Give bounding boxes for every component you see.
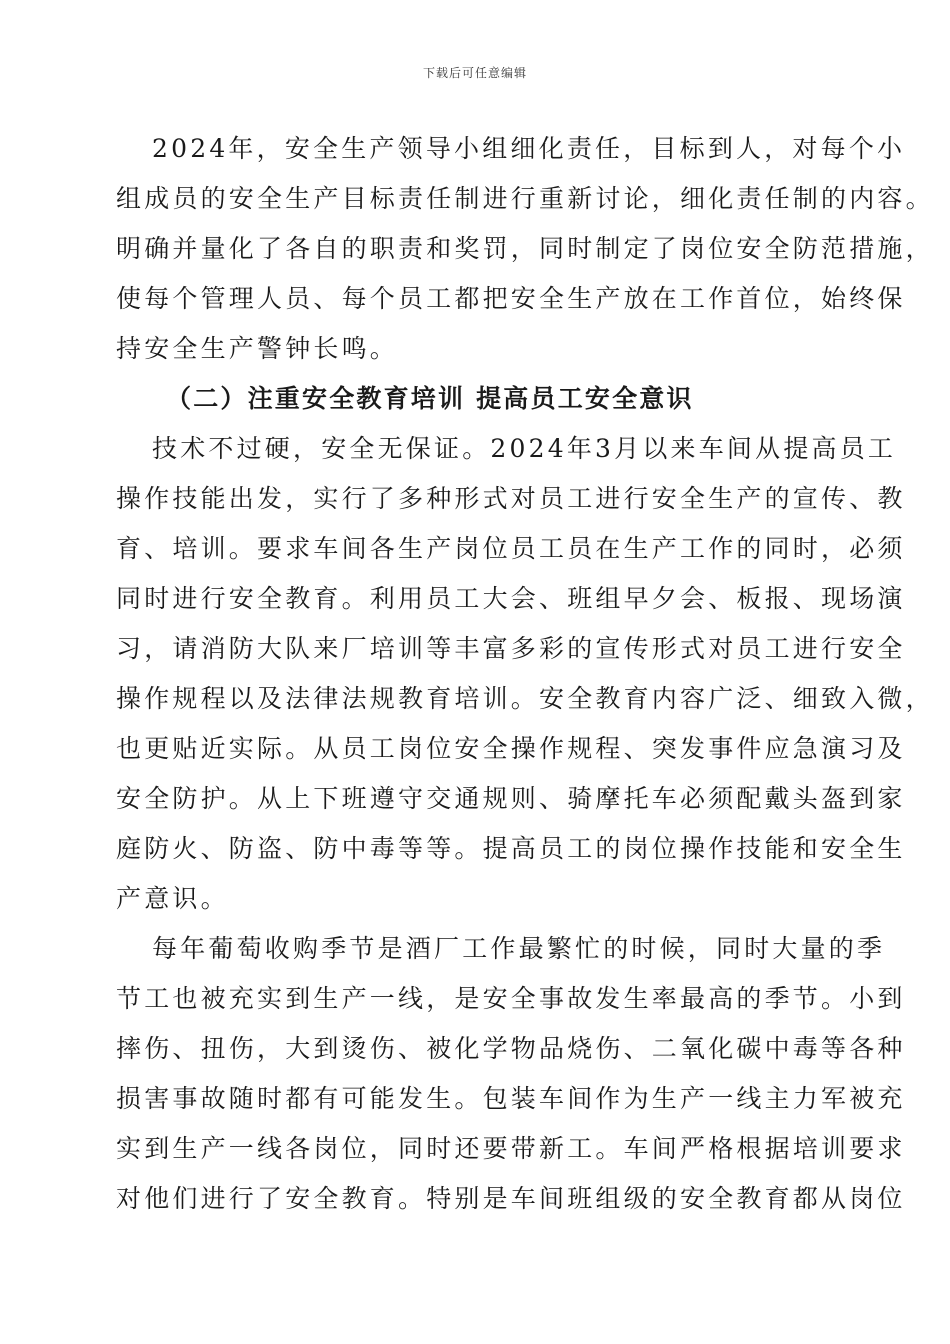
paragraph-line: 操作规程以及法律法规教育培训。安全教育内容广泛、细致入微， xyxy=(116,684,934,713)
paragraph-line: 同时进行安全教育。利用员工大会、班组早夕会、板报、现场演 xyxy=(116,584,906,613)
section-heading: （二）注重安全教育培训 提高员工安全意识 xyxy=(166,384,694,413)
paragraph-line: 使每个管理人员、每个员工都把安全生产放在工作首位，始终保 xyxy=(116,284,906,313)
paragraph-line: 损害事故随时都有可能发生。包装车间作为生产一线主力军被充 xyxy=(116,1084,906,1113)
paragraph-line: 育、培训。要求车间各生产岗位员工员在生产工作的同时，必须 xyxy=(116,534,906,563)
paragraph-line: 也更贴近实际。从员工岗位安全操作规程、突发事件应急演习及 xyxy=(116,734,906,763)
paragraph-line: 明确并量化了各自的职责和奖罚，同时制定了岗位安全防范措施， xyxy=(116,234,934,263)
paragraph-line: 庭防火、防盗、防中毒等等。提高员工的岗位操作技能和安全生 xyxy=(116,834,906,863)
paragraph-line: 产意识。 xyxy=(116,884,229,913)
paragraph-line: 2024年，安全生产领导小组细化责任，目标到人，对每个小 xyxy=(152,134,906,163)
paragraph-line: 实到生产一线各岗位，同时还要带新工。车间严格根据培训要求 xyxy=(116,1134,906,1163)
paragraph-line: 持安全生产警钟长鸣。 xyxy=(116,334,399,363)
paragraph-line: 摔伤、扭伤，大到烫伤、被化学物品烧伤、二氧化碳中毒等各种 xyxy=(116,1034,906,1063)
paragraph-line: 操作技能出发，实行了多种形式对员工进行安全生产的宣传、教 xyxy=(116,484,906,513)
paragraph-line: 组成员的安全生产目标责任制进行重新讨论，细化责任制的内容。 xyxy=(116,184,934,213)
paragraph-line: 每年葡萄收购季节是酒厂工作最繁忙的时候，同时大量的季 xyxy=(152,934,886,963)
paragraph-line: 习，请消防大队来厂培训等丰富多彩的宣传形式对员工进行安全 xyxy=(116,634,906,663)
paragraph-line: 安全防护。从上下班遵守交通规则、骑摩托车必须配戴头盔到家 xyxy=(116,784,906,813)
paragraph-line: 节工也被充实到生产一线，是安全事故发生率最高的季节。小到 xyxy=(116,984,906,1013)
paragraph-line: 技术不过硬，安全无保证。2024年3月以来车间从提高员工 xyxy=(152,434,897,463)
paragraph-line: 对他们进行了安全教育。特别是车间班组级的安全教育都从岗位 xyxy=(116,1184,906,1213)
header-note: 下载后可任意编辑 xyxy=(422,66,527,80)
